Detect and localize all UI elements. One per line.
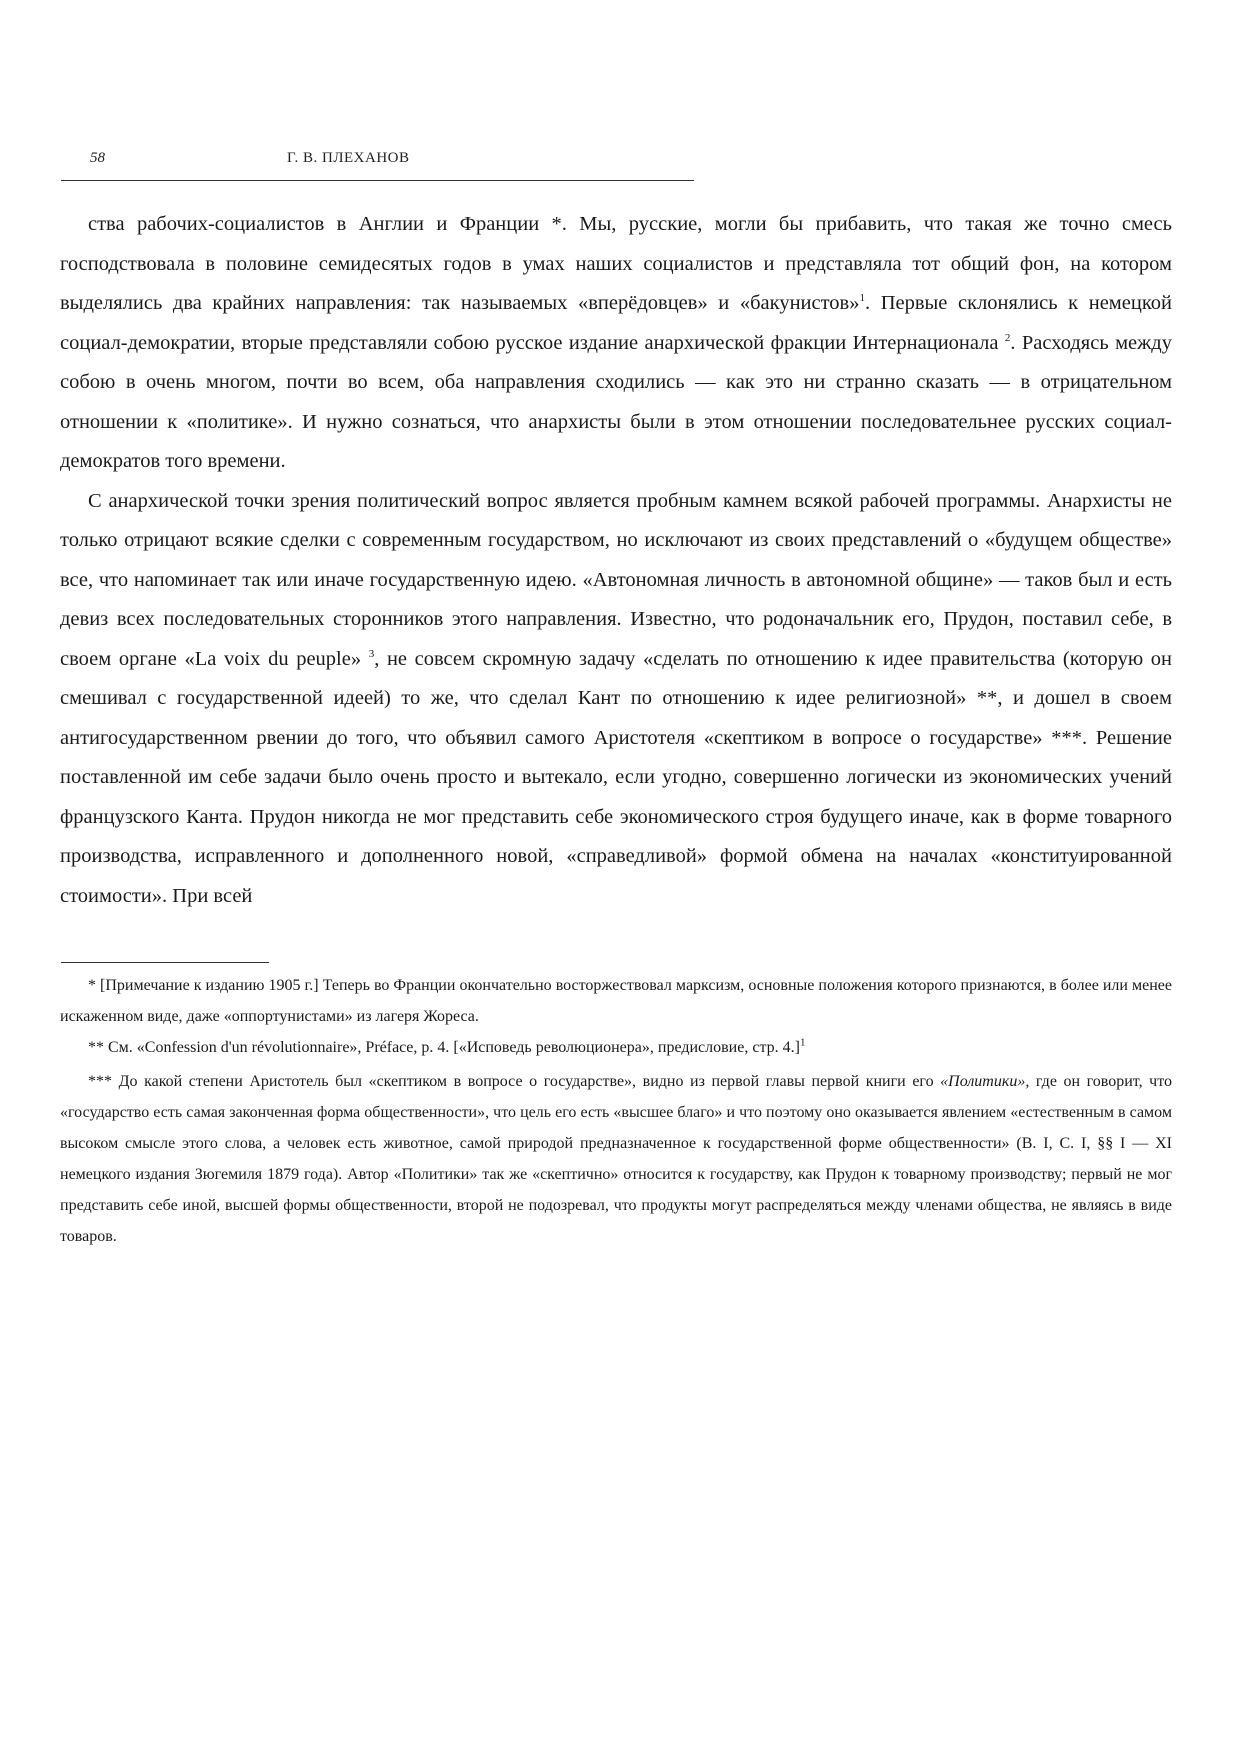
footnote-ref-1: 1 — [859, 292, 865, 305]
header-rule — [61, 180, 694, 181]
running-title: Г. В. ПЛЕХАНОВ — [287, 150, 410, 166]
page-number: 58 — [90, 150, 105, 166]
main-text — [60, 205, 1172, 916]
paragraph-1-text-c: . Расходясь между собою в очень многом, почти во всем, оба направления сходились — как это ни странно сказать — в отрицательном отношении к «политике». И нужно сознаться, что анархисты были в этом отношении последовательнее русских социал-демократов того времени. — [60, 331, 1172, 472]
footnote-2-ref: 1 — [799, 1036, 806, 1049]
paragraph-1-text-b: . Первые склонялись к немецкой социал-демократии, вторые представляли собою русское издание анархической фракции Интернационала — [60, 292, 1172, 354]
paragraph-1 — [60, 205, 1172, 482]
footnote-rule — [61, 962, 269, 963]
paragraph-2 — [60, 482, 1172, 917]
paragraph-2-text-b: , не совсем скромную задачу «сделать по отношению к идее правительства (которую он смешивал с государственной идеей) то же, что сделал Кант по отношению к идее религиозной» **, и дошел в своем антигосударственном рвении до того, что объявил самого Аристотеля «скептиком в вопросе о государстве» ***. Решение поставленной им себе задачи было очень просто и вытекало, если угодно, совершенно логически из экономических учений французского Канта. Прудон никогда не мог представить себе экономического строя будущего иначе, как в форме товарного производства, исправленного и дополненного новой, «справедливой» формой обмена на началах «конституированной стоимости». При всей — [60, 647, 1172, 907]
footnote-3-book-title: «Политики», — [940, 1073, 1030, 1090]
footnote-ref-3: 3 — [368, 647, 375, 660]
paragraph-1-text-a: ства рабочих-социалистов в Англии и Франции *. Мы, русские, могли бы прибавить, что такая же точно смесь господствовала в половине семидесятых годов в умах наших социалистов и представляла тот общий фон, на котором выделялись два крайних направления: так называемых «вперёдовцев» и «бакунистов» — [60, 213, 1172, 314]
footnote-3-text-a: *** До какой степени Аристотель был «скептиком в вопросе о государстве», видно из первой главы первой книги его — [88, 1073, 941, 1090]
footnote-2 — [60, 1032, 1172, 1063]
footnote-3 — [60, 1066, 1172, 1252]
footnote-2-text: ** См. «Confession d'un révolutionnaire», Préface, p. 4. [«Исповедь революционера», предисловие, стр. 4.] — [88, 1039, 800, 1056]
page-header — [90, 150, 700, 174]
footnote-ref-2: 2 — [1004, 331, 1011, 344]
footnote-1: * [Примечание к изданию 1905 г.] Теперь во Франции окончательно восторжествовал марксизм, основные положения которого признаются, в более или менее искаженном виде, даже «оппортунистами» из лагеря Жореса. — [60, 977, 1172, 1025]
footnote-3-text-b: где он говорит, что «государство есть самая законченная форма общественности», что цель его есть «высшее благо» и что поэтому оно оказывается явлением «естественным в самом высоком смысле этого слова, а человек есть животное, самой природой предназначенное к государственной форме общественности» (В. I, С. I, §§ I — XI немецкого издания Зюгемиля 1879 года). Автор «Политики» так же «скептично» относится к государству, как Прудон к товарному производству; первый не мог представить себе иной, высшей формы общественности, второй не подозревал, что продукты могут распределяться между членами общества, не являясь в виде товаров. — [60, 1073, 1172, 1245]
paragraph-2-text-a: С анархической точки зрения политический вопрос является пробным камнем всякой рабочей программы. Анархисты не только отрицают всякие сделки с современным государством, но исключают из своих представлений о «будущем обществе» все, что напоминает так или иначе государственную идею. «Автономная личность в автономной общине» — таков был и есть девиз всех последовательных сторонников этого направления. Известно, что родоначальник его, Прудон, поставил себе, в своем органе «La voix du peuple» — [60, 489, 1172, 670]
footnotes — [60, 970, 1172, 1252]
